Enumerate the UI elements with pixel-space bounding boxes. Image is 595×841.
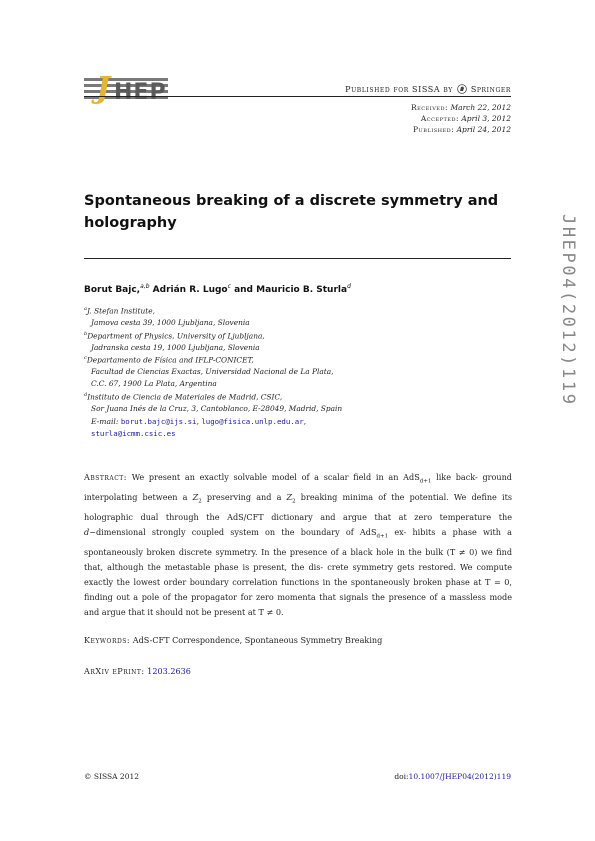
svg-text:J: J bbox=[96, 74, 111, 106]
author-1: Borut Bajc, bbox=[84, 285, 141, 295]
arxiv-heading: ArXiv ePrint: bbox=[84, 666, 145, 676]
abstract-text-1b: like back- bbox=[431, 472, 478, 482]
received-label: Received: bbox=[411, 103, 449, 112]
email-bajc-link[interactable]: borut.bajc@ijs.si bbox=[120, 417, 197, 427]
publisher-line bbox=[345, 84, 511, 94]
abstract-z2-2: Z bbox=[286, 491, 293, 502]
header-rule bbox=[84, 96, 511, 97]
abstract-text-2c: breaking minima of the potential. bbox=[295, 491, 449, 502]
email-line: E-mail: borut.bajc@ijs.si, lugo@fisica.unlp.edu.ar, bbox=[91, 417, 307, 427]
svg-text:HEP: HEP bbox=[114, 80, 167, 105]
copyright: © SISSA 2012 bbox=[84, 772, 140, 781]
author-3-sup: d bbox=[347, 283, 351, 290]
arxiv-eprint bbox=[84, 666, 191, 676]
abstract-text-4b: −dimensional strongly coupled system on the boundary of AdS bbox=[89, 526, 377, 537]
paper-title: Spontaneous breaking of a discrete symmetry and holography bbox=[84, 193, 499, 231]
abstract-text-2b: preserving and a bbox=[201, 491, 287, 502]
accepted-label: Accepted: bbox=[420, 114, 459, 123]
author-3: Mauricio B. Sturla bbox=[256, 285, 348, 295]
email-line-2 bbox=[84, 428, 524, 440]
abstract-text-5: hibits a phase with a spontaneously broken discrete symmetry. In the presence of a black bbox=[84, 526, 512, 557]
abstract-text-4a: temperature the bbox=[439, 511, 512, 522]
abstract-text-10: not be present at T ≠ 0. bbox=[185, 607, 284, 618]
abstract-z2-1: Z bbox=[192, 491, 199, 502]
affiliation-b-line1 bbox=[84, 329, 524, 342]
title-rule bbox=[84, 258, 511, 259]
author-2-sup: c bbox=[227, 283, 231, 290]
published-for-label: Published for SISSA by bbox=[345, 84, 453, 94]
abstract-d: d bbox=[84, 526, 90, 537]
author-and: and bbox=[234, 285, 254, 295]
affiliation-b-sup: b bbox=[84, 330, 88, 337]
abstract-text-8: functions in the spontaneously broken phase at T = 0, finding out a pole of the propagator bbox=[84, 577, 513, 603]
abstract-sub-1: d+1 bbox=[419, 478, 432, 485]
affiliation-a-line1 bbox=[84, 304, 524, 317]
published-date: April 24, 2012 bbox=[456, 125, 511, 134]
doi-prefix: doi: bbox=[394, 772, 409, 781]
keywords bbox=[84, 635, 382, 645]
jhep-logo bbox=[84, 74, 168, 108]
affiliation-b-line2: Jadranska cesta 19, 1000 Ljubljana, Slovenia bbox=[91, 342, 260, 352]
affiliation-d-text: Instituto de Ciencia de Materiales de Madrid, CSIC, bbox=[87, 392, 283, 402]
affiliations bbox=[84, 304, 524, 439]
jhep-logo-graphic bbox=[84, 74, 168, 108]
arxiv-link[interactable]: 1203.2636 bbox=[147, 666, 191, 676]
affiliation-d-line2: Sor Juana Inés de la Cruz, 3, Cantoblanco, E-28049, Madrid, Spain bbox=[91, 403, 343, 413]
abstract-sub-4: d+1 bbox=[376, 533, 389, 540]
affiliation-c-line2: Facultad de Ciencias Exactas, Universidad Nacional de La Plata, bbox=[91, 367, 334, 377]
abstract-text-3: We define its holographic dual through the AdS/CFT dictionary and argue that at zero bbox=[84, 491, 512, 522]
affiliation-c-line1 bbox=[84, 353, 524, 366]
email-lugo-link[interactable]: lugo@fisica.unlp.edu.ar bbox=[201, 417, 304, 427]
springer-horse-icon bbox=[457, 84, 467, 94]
affiliation-a-text: J. Stefan Institute, bbox=[86, 306, 155, 316]
author-1-sup: a,b bbox=[140, 283, 150, 290]
abstract-text-7: crete symmetry gets restored. We compute exactly the lowest order boundary correlation bbox=[84, 561, 512, 588]
abstract-text-4c: ex- bbox=[388, 526, 407, 537]
publisher-name: Springer bbox=[470, 84, 511, 94]
doi-line bbox=[394, 772, 511, 781]
abstract bbox=[84, 470, 512, 621]
author-list bbox=[84, 283, 351, 295]
affiliation-a-sup: a bbox=[84, 306, 87, 312]
affiliation-d-sup: d bbox=[84, 391, 88, 398]
jhep-sidebar-id bbox=[558, 214, 578, 504]
affiliation-c-text: Departamento de Física and IFLP-CONICET, bbox=[86, 355, 254, 365]
abstract-text-6: hole in the bulk (T ≠ 0) we find that, although the metastable phase is present, the dis- bbox=[84, 546, 512, 572]
abstract-text-2a: ground interpolating between a bbox=[84, 472, 512, 502]
abstract-text-1: We present an exactly solvable model of a scalar field in an AdS bbox=[131, 472, 420, 482]
email-label: E-mail: bbox=[91, 417, 119, 427]
email-sturla-link[interactable]: sturla@icmm.csic.es bbox=[91, 428, 176, 438]
sidebar-text: JHEP04(2012)119 bbox=[558, 214, 578, 407]
accepted-date: April 3, 2012 bbox=[461, 114, 511, 123]
dates-block bbox=[411, 102, 511, 135]
keywords-heading: Keywords: bbox=[84, 635, 131, 645]
affiliation-b-text: Department of Physics, University of Ljubljana, bbox=[87, 331, 265, 341]
received-date: March 22, 2012 bbox=[450, 103, 511, 112]
abstract-text-9: for zero momenta that signals the presence of a massless mode and argue that it should bbox=[84, 592, 512, 618]
abstract-heading: Abstract: bbox=[84, 472, 128, 482]
affiliation-c-sup: c bbox=[84, 355, 87, 362]
keywords-text: AdS-CFT Correspondence, Spontaneous Symmetry Breaking bbox=[132, 635, 383, 645]
affiliation-c-line3: C.C. 67, 1900 La Plata, Argentina bbox=[91, 378, 217, 388]
abstract-z2-1-sub: 2 bbox=[198, 498, 202, 505]
author-2: Adrián R. Lugo bbox=[152, 285, 228, 295]
affiliation-d-line1 bbox=[84, 390, 524, 403]
affiliation-a-line2: Jamova cesta 39, 1000 Ljubljana, Slovenia bbox=[91, 318, 250, 328]
doi-link[interactable]: 10.1007/JHEP04(2012)119 bbox=[408, 772, 511, 781]
published-label: Published: bbox=[413, 125, 455, 134]
abstract-z2-2-sub: 2 bbox=[292, 498, 296, 505]
